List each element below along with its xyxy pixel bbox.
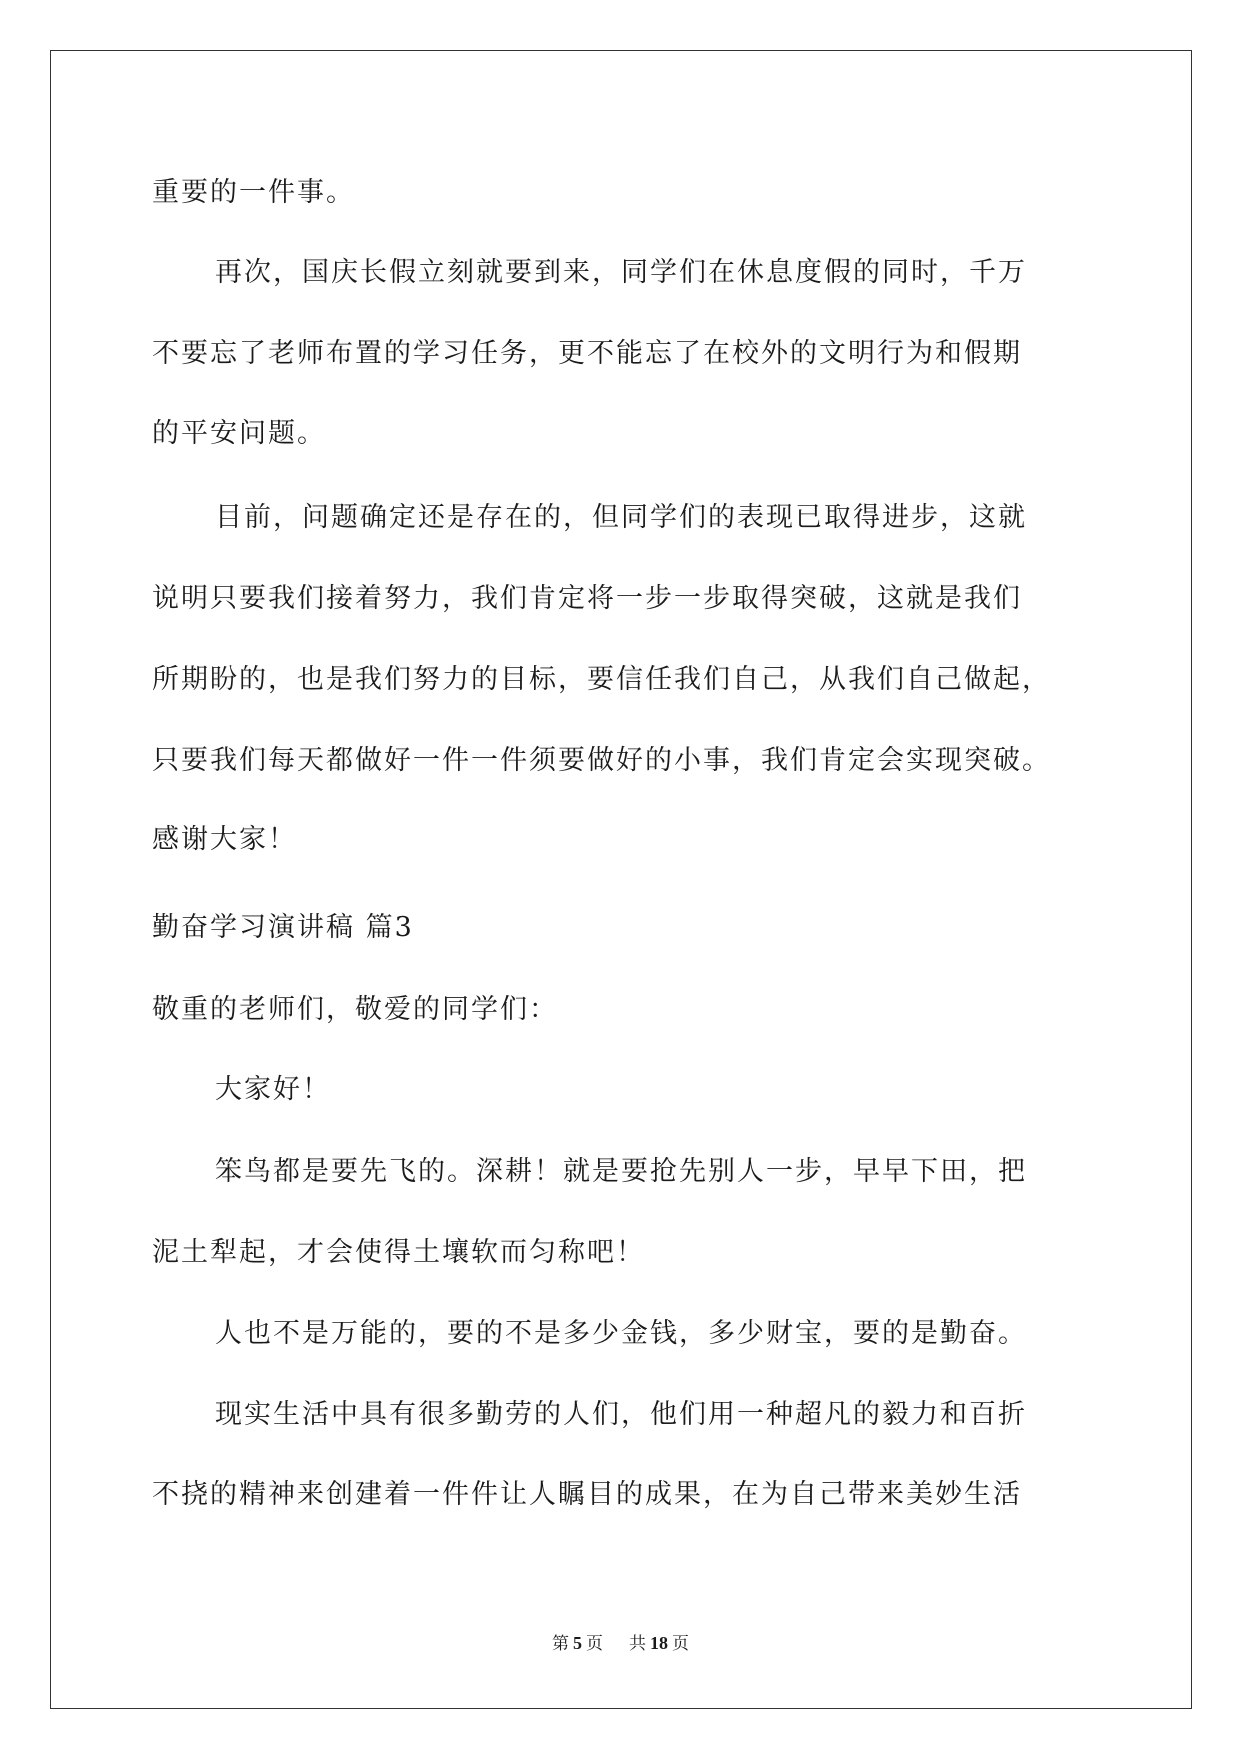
page-prefix: 第 bbox=[552, 1634, 569, 1654]
section-heading: 勤奋学习演讲稿 篇3 bbox=[152, 912, 414, 943]
page-suffix: 页 bbox=[586, 1634, 603, 1654]
total-prefix: 共 bbox=[629, 1634, 646, 1654]
text-line: 目前，问题确定还是存在的，但同学们的表现已取得进步，这就 bbox=[215, 502, 1027, 533]
page-border bbox=[50, 50, 1192, 1709]
text-line: 不要忘了老师布置的学习任务，更不能忘了在校外的文明行为和假期 bbox=[152, 338, 1022, 369]
text-line: 不挠的精神来创建着一件件让人瞩目的成果，在为自己带来美妙生活 bbox=[152, 1479, 1022, 1510]
text-line: 泥土犁起，才会使得土壤软而匀称吧！ bbox=[152, 1237, 645, 1268]
text-line: 重要的一件事。 bbox=[152, 177, 355, 208]
text-line: 感谢大家！ bbox=[152, 824, 297, 855]
text-line: 说明只要我们接着努力，我们肯定将一步一步取得突破，这就是我们 bbox=[152, 583, 1022, 614]
text-line: 人也不是万能的，要的不是多少金钱，多少财宝，要的是勤奋。 bbox=[215, 1318, 1027, 1349]
text-line: 现实生活中具有很多勤劳的人们，他们用一种超凡的毅力和百折 bbox=[215, 1399, 1027, 1430]
page-footer bbox=[0, 1632, 1241, 1655]
salutation: 敬重的老师们，敬爱的同学们： bbox=[152, 994, 558, 1025]
total-suffix: 页 bbox=[672, 1634, 689, 1654]
text-line: 笨鸟都是要先飞的。深耕！就是要抢先别人一步，早早下田，把 bbox=[215, 1156, 1027, 1187]
total-pages: 18 bbox=[650, 1633, 668, 1653]
text-line: 再次，国庆长假立刻就要到来，同学们在休息度假的同时，千万 bbox=[215, 257, 1027, 288]
text-line: 只要我们每天都做好一件一件须要做好的小事，我们肯定会实现突破。 bbox=[152, 745, 1051, 776]
greeting: 大家好！ bbox=[215, 1074, 331, 1105]
text-line: 的平安问题。 bbox=[152, 418, 326, 449]
text-line: 所期盼的，也是我们努力的目标，要信任我们自己，从我们自己做起， bbox=[152, 664, 1051, 695]
page-number: 5 bbox=[573, 1633, 582, 1653]
